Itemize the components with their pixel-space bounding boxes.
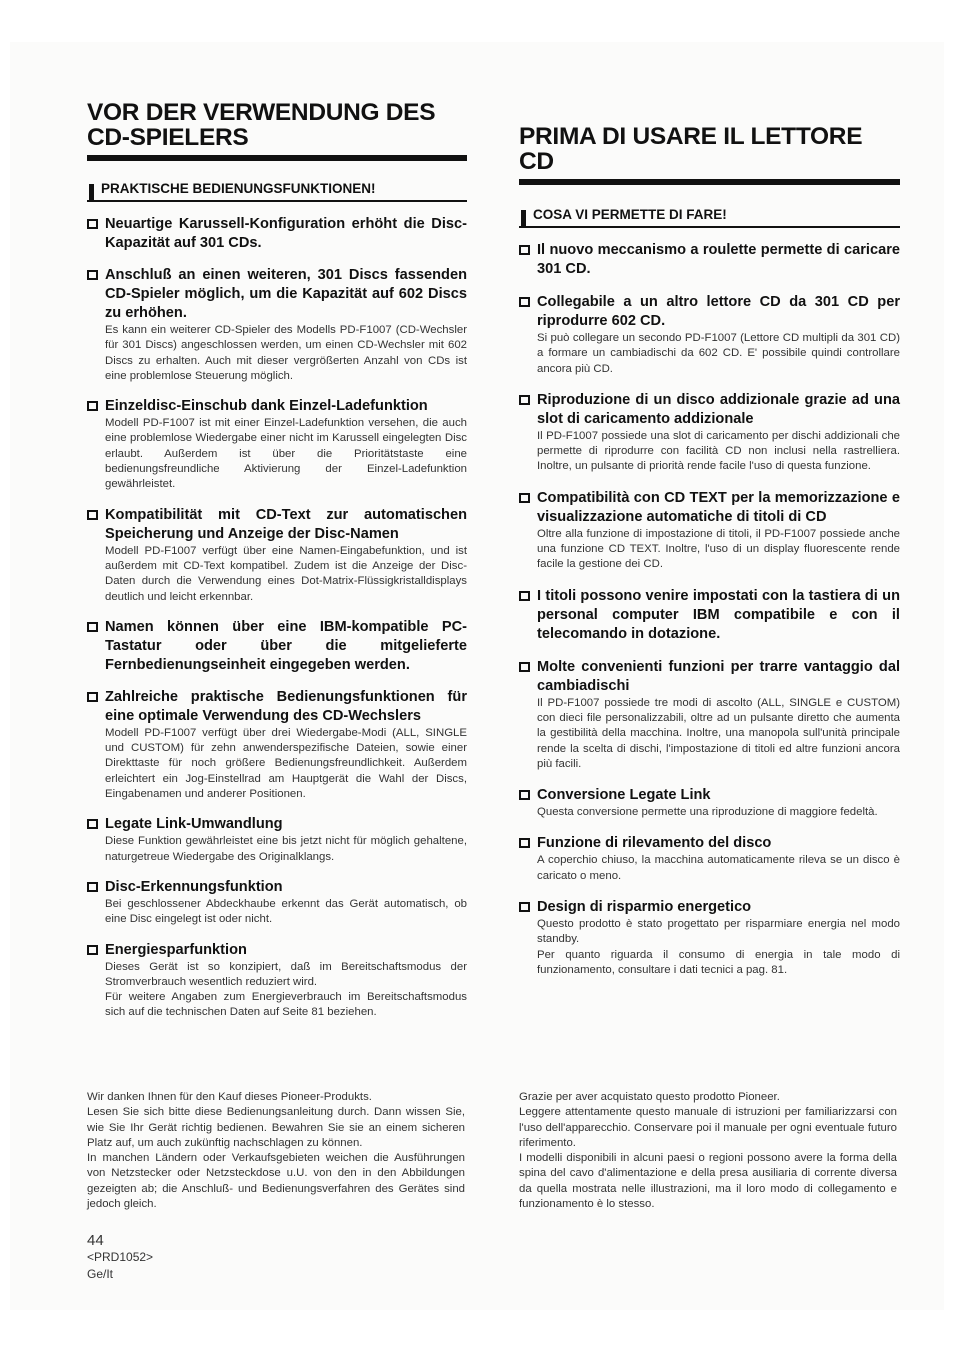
feature-title: Conversione Legate Link (537, 787, 711, 804)
feature-title: Design di risparmio energetico (537, 899, 752, 916)
feature-item (87, 215, 467, 253)
italian-title: PRIMA DI USARE IL LETTORE CD (519, 124, 900, 185)
feature-title: Disc-Erkennungsfunktion (105, 878, 283, 895)
feature-description: Bei geschlossener Abdeckhaube erkennt das Gerät automatisch, ob eine Disc eingelegt ist oder nicht. (105, 897, 467, 926)
checkbox-square-icon (87, 219, 98, 229)
checkbox-square-icon (87, 819, 98, 829)
german-title: VOR DER VERWENDUNG DES CD-SPIELERS (87, 100, 467, 161)
feature-title: Collegabile a un altro lettore CD da 301 CD per riprodurre 602 CD. (537, 294, 900, 329)
italian-section-heading: COSA VI PERMETTE DI FARE! (519, 207, 900, 228)
section-marker-icon (89, 184, 94, 201)
feature-item (519, 898, 900, 978)
feature-item (87, 618, 467, 675)
checkbox-square-icon (87, 692, 98, 702)
feature-description: Il PD-F1007 possiede tre modi di ascolto (ALL, SINGLE e CUSTOM) con dieci file personalizzabili, oltre ad un pulsante diretto che aumenta la gestibilità della macchina. Inoltre, una manopola sull'unità principale rende la scelta di dischi, l'impostazione di titoli ed altre funzioni ancora più facili. (537, 696, 900, 770)
checkbox-square-icon (519, 493, 530, 503)
feature-description: Für weitere Angaben zum Energieverbrauch im Bereitschaftsmodus sich auf die technischen Daten auf Seite 81 beziehen. (105, 991, 467, 1019)
section-marker-icon (521, 210, 526, 227)
feature-item (87, 941, 467, 1021)
feature-item (519, 293, 900, 377)
feature-title: Einzeldisc-Einschub dank Einzel-Ladefunktion (105, 398, 428, 415)
checkbox-square-icon (519, 662, 530, 672)
feature-title: Molte convenienti funzioni per trarre vantaggio dal cambiadischi (537, 658, 900, 694)
feature-title: Funzione di rilevamento del disco (537, 835, 772, 852)
feature-description: Questa conversione permette una riproduzione di maggiore fedeltà. (537, 806, 878, 819)
feature-description: Per quanto riguarda il consumo di energia in tale modo di funzionamento, consultare i dati tecnici a pag. 81. (537, 948, 900, 976)
feature-item (87, 878, 467, 928)
checkbox-square-icon (87, 945, 98, 955)
feature-title: Namen können über eine IBM-kompatible PC-Tastatur oder über die mitgelieferte Fernbedienungseinheit eingegeben werden. (105, 618, 467, 673)
feature-item (87, 688, 467, 802)
checkbox-square-icon (519, 395, 530, 405)
checkbox-square-icon (519, 902, 530, 912)
german-feature-list (87, 215, 467, 1021)
feature-item (87, 266, 467, 384)
page-number: 44 (87, 1232, 104, 1249)
feature-title: Riproduzione di un disco addizionale grazie ad una slot di caricamento addizionale (537, 391, 900, 427)
intro-paragraph: Grazie per aver acquistato questo prodotto Pioneer. (519, 1091, 780, 1103)
italian-column (519, 124, 900, 978)
feature-description: Il PD-F1007 possiede una slot di caricamento per dischi addizionali che permette di riprodurre con facilità CD non inclusi nella rastrelliera. Inoltre, un pulsante di priorità rende facile l'uso di questa funzione. (537, 429, 900, 473)
feature-description: Si può collegare un secondo PD-F1007 (Lettore CD multipli da 301 CD) a formare un cambiadischi da 602 CD. E' possibile quindi controllare ancora più CD. (537, 332, 900, 375)
checkbox-square-icon (87, 510, 98, 520)
feature-description: Modell PD-F1007 ist mit einer Einzel-Ladefunktion versehen, die auch eine problemlose Wiedergabe einer nicht im Karussell eingelegten Disc erlaubt. Außerdem ist über die Prioritätstaste eine bedienungsfreundliche Aktivierung der Einzel-Ladefunktion gewährleistet. (105, 417, 467, 491)
german-intro-note (87, 1090, 465, 1212)
checkbox-square-icon (87, 882, 98, 892)
german-section-heading: PRAKTISCHE BEDIENUNGSFUNKTIONEN! (87, 181, 467, 202)
checkbox-square-icon (519, 790, 530, 800)
feature-description: Oltre alla funzione di impostazione di titoli, il PD-F1007 possiede anche una funzione CD TEXT. Inoltre, l'uso di un display fluorescente rende facile la gestione dei CD. (537, 527, 900, 571)
feature-item (519, 241, 900, 279)
feature-description: Es kann ein weiterer CD-Spieler des Modells PD-F1007 (CD-Wechsler für 301 Discs) angeschlossen werden, um einen CD-Wechsler mit 602 Discs zu erhalten. Auch mit dieser vergrößerten Anzahl von CDs ist eine problemlose Steuerung möglich. (105, 324, 467, 382)
italian-feature-list (519, 241, 900, 978)
language-code: Ge/It (87, 1267, 114, 1281)
feature-item (519, 834, 900, 884)
checkbox-square-icon (519, 838, 530, 848)
feature-description: Modell PD-F1007 verfügt über eine Namen-Eingabefunktion, und ist außerdem mit CD-Text kompatibel. Zudem ist die Anzeige der Disc-Daten durch die Verwendung eines Dot-Matrix-Flüssigkristalldisplays deutlich und leicht erkennbar. (105, 544, 467, 603)
checkbox-square-icon (87, 270, 98, 280)
feature-item (519, 587, 900, 644)
feature-description: Questo prodotto è stato progettato per risparmiare energia nel modo standby. (537, 918, 900, 946)
feature-title: Compatibilità con CD TEXT per la memorizzazione e visualizzazione automatiche di titoli di CD (537, 489, 900, 525)
feature-description: Dieses Gerät ist so konzipiert, daß im Bereitschaftsmodus der Stromverbrauch wesentlich reduziert wird. (105, 960, 467, 988)
feature-item (519, 786, 900, 820)
intro-paragraph: In manchen Ländern oder Verkaufsgebieten weichen die Ausführungen von Netzstecker oder Netzsteckdose u.U. von den in den Abbildungen gezeigten ab; die Anschluß- und Bedienungsverfahren des Gerätes sind jedoch gleich. (87, 1152, 465, 1211)
feature-item (87, 397, 467, 492)
checkbox-square-icon (87, 401, 98, 411)
feature-title: Neuartige Karussell-Konfiguration erhöht die Disc-Kapazität auf 301 CDs. (105, 216, 467, 251)
feature-title: Zahlreiche praktische Bedienungsfunktionen für eine optimale Verwendung des CD-Wechslers (105, 688, 467, 724)
feature-description: Modell PD-F1007 verfügt über drei Wiedergabe-Modi (ALL, SINGLE und CUSTOM) für zehn anwenderspezifische Dateien, sowie einer Direkttaste für noch größere Bedienungsfreundlichkeit. Außerdem erleichtert ein Jog-Einstellrad am Hauptgerät die Wahl der Discs, Eingabenamen und anderer Positionen. (105, 726, 467, 801)
intro-paragraph: Lesen Sie sich bitte diese Bedienungsanleitung durch. Dann wissen Sie, wie Sie Ihr Gerät richtig bedienen. Bewahren Sie sie an einem sicheren Platz auf, um auch zukünftig nachschlagen zu können. (87, 1106, 465, 1149)
intro-paragraph: Wir danken Ihnen für den Kauf dieses Pioneer-Produkts. (87, 1091, 372, 1103)
feature-title: I titoli possono venire impostati con la tastiera di un personal computer IBM compatibile e con il telecomando in dotazione. (537, 587, 900, 642)
intro-paragraph: I modelli disponibili in alcuni paesi o regioni possono avere la forma della spina del cavo d'alimentazione e della presa ausiliaria di corrente diversa da quella mostrata nelle illustrazioni, ma il loro modo di collegamento e funzionamento è lo stesso. (519, 1152, 897, 1211)
intro-paragraph: Leggere attentamente questo manuale di istruzioni per familiarizzarsi con l'uso dell'apparecchio. Conservare poi il manuale per ogni eventuale futuro riferimento. (519, 1106, 897, 1149)
checkbox-square-icon (519, 297, 530, 307)
feature-description: A coperchio chiuso, la macchina automaticamente rileva se un disco è caricato o meno. (537, 854, 900, 882)
italian-intro-note (519, 1090, 897, 1212)
checkbox-square-icon (87, 622, 98, 632)
feature-item (519, 391, 900, 475)
page-info (87, 1232, 153, 1283)
feature-title: Kompatibilität mit CD-Text zur automatischen Speicherung und Anzeige der Disc-Namen (105, 506, 467, 542)
feature-item (519, 658, 900, 772)
feature-title: Il nuovo meccanismo a roulette permette di caricare 301 CD. (537, 242, 900, 277)
feature-item (519, 489, 900, 573)
document-code: <PRD1052> (87, 1250, 154, 1264)
german-column (87, 100, 467, 1021)
feature-title: Anschluß an einen weiteren, 301 Discs fassenden CD-Spieler möglich, um die Kapazität auf 602 Discs zu erhöhen. (105, 267, 467, 321)
feature-item (87, 506, 467, 605)
checkbox-square-icon (519, 245, 530, 255)
feature-item (87, 815, 467, 865)
feature-title: Legate Link-Umwandlung (105, 816, 283, 833)
checkbox-square-icon (519, 591, 530, 601)
feature-title: Energiesparfunktion (105, 941, 247, 958)
feature-description: Diese Funktion gewährleistet eine bis jetzt nicht für möglich gehaltene, naturgetreue Wiedergabe des Originalklangs. (105, 835, 467, 863)
